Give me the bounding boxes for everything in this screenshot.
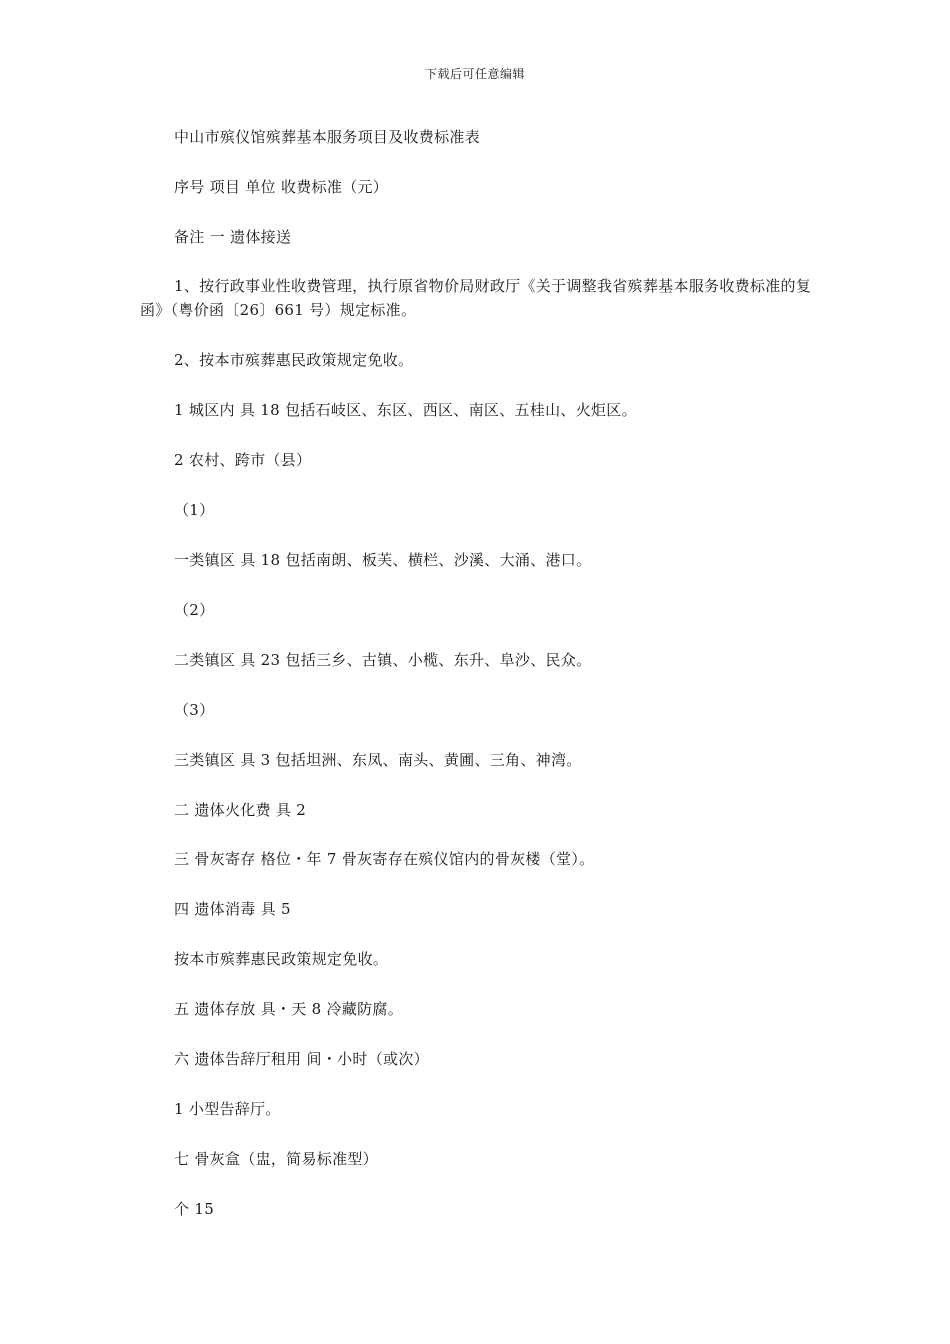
- text-line: 序号 项目 单位 收费标准（元）: [174, 178, 389, 196]
- text-line: 一类镇区 具 18 包括南朗、板芙、横栏、沙溪、大涌、港口。: [174, 551, 592, 569]
- text-paragraph: 1、按行政事业性收费管理，执行原省物价局财政厅《关于调整我省殡葬基本服务收费标准的复函》（粤价函〔26〕661 号）规定标准。: [140, 277, 812, 319]
- text-line: 七 骨灰盒（盅，简易标准型）: [174, 1150, 378, 1168]
- text-line: 按本市殡葬惠民政策规定免收。: [174, 950, 389, 968]
- page-header: 下载后可任意编辑: [424, 67, 525, 81]
- document-title: 中山市殡仪馆殡葬基本服务项目及收费标准表: [174, 128, 481, 146]
- text-line: 三类镇区 具 3 包括坦洲、东凤、南头、黄圃、三角、神湾。: [174, 751, 582, 769]
- text-line: 2、按本市殡葬惠民政策规定免收。: [174, 351, 414, 369]
- text-line: 三 骨灰寄存 格位・年 7 骨灰寄存在殡仪馆内的骨灰楼（堂）。: [174, 850, 595, 868]
- text-line: 1 城区内 具 18 包括石岐区、东区、西区、南区、五桂山、火炬区。: [174, 401, 637, 419]
- text-line: 2 农村、跨市（县）: [174, 451, 312, 469]
- text-line: 五 遗体存放 具・天 8 冷藏防腐。: [174, 1000, 404, 1018]
- text-line: 二 遗体火化费 具 2: [174, 801, 307, 819]
- text-line: 备注 一 遗体接送: [174, 228, 292, 246]
- text-line: 1 小型告辞厅。: [174, 1100, 281, 1118]
- text-line: 四 遗体消毒 具 5: [174, 900, 291, 918]
- text-line: （1）: [174, 501, 215, 519]
- text-line: 个 15: [174, 1200, 215, 1218]
- text-line: 六 遗体告辞厅租用 间・小时（或次）: [174, 1050, 429, 1068]
- text-line: 二类镇区 具 23 包括三乡、古镇、小榄、东升、阜沙、民众。: [174, 651, 592, 669]
- text-line: （2）: [174, 601, 215, 619]
- text-line: （3）: [174, 701, 215, 719]
